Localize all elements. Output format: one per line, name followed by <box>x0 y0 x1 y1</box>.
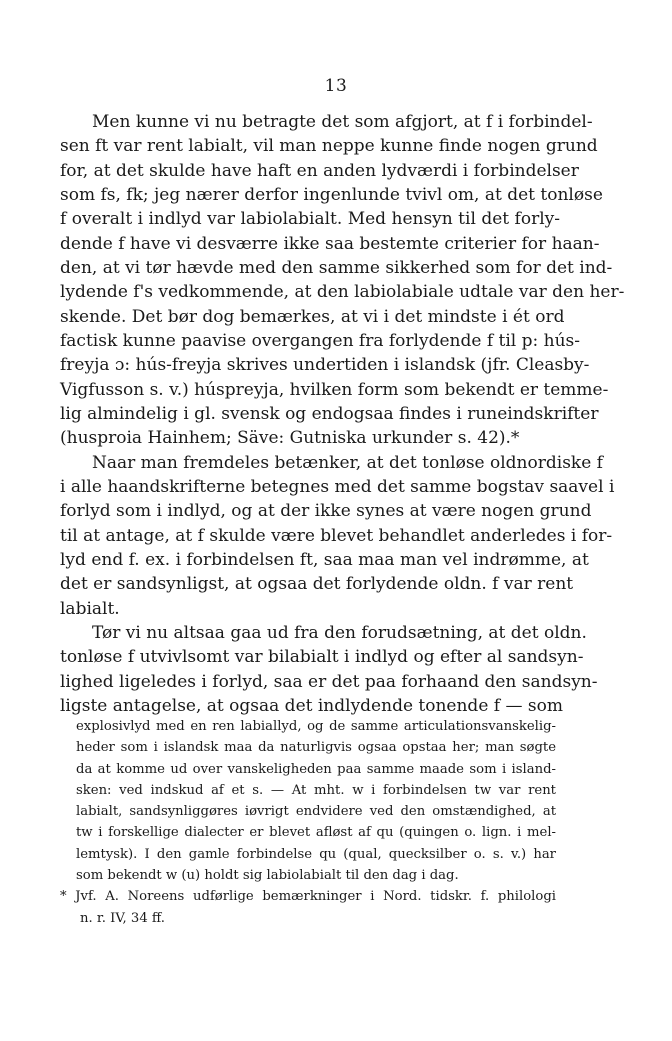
footnote-star-line <box>60 886 556 907</box>
footnote-line: som bekendt w (u) holdt sig labiolabialt til den dag i dag. <box>76 868 459 884</box>
paragraph-2-line: i alle haandskrifterne betegnes med det samme bogstav saavel i <box>60 476 615 497</box>
footnote-line: n. r. IV, 34 ff. <box>80 910 165 926</box>
paragraph-1-line: den, at vi tør hævde med den samme sikkerhed som for det ind- <box>60 257 613 278</box>
paragraph-1-line: som fs, fk; jeg nærer derfor ingenlunde tvivl om, at det tonløse <box>60 184 603 205</box>
footnote-line: da at komme ud over vanskeligheden paa samme maade som i island- <box>76 761 556 777</box>
footnote-line: heder som i islandsk maa da naturligvis ogsaa opstaa her; man søgte <box>76 740 556 756</box>
paragraph-2-line: det er sandsynligst, at ogsaa det forlydende oldn. f var rent <box>60 574 574 595</box>
paragraph-3-line: Tør vi nu altsaa gaa ud fra den forudsætning, at det oldn. <box>92 622 587 643</box>
paragraph-3-line: tonløse f utvivlsomt var bilabialt i indlyd og efter al sandsyn- <box>60 647 584 668</box>
footnote-line: sken: ved indskud af et s. — At mht. w i forbindelsen tw var rent <box>76 782 556 798</box>
paragraph-1-line: sen ft var rent labialt, vil man neppe kunne finde nogen grund <box>60 136 598 157</box>
paragraph-1-line: factisk kunne paavise overgangen fra forlydende f til p: hús- <box>60 330 581 351</box>
paragraph-1-line: for, at det skulde have haft en anden lydværdi i forbindelser <box>60 160 579 181</box>
paragraph-1-line: skende. Det bør dog bemærkes, at vi i det mindste i ét ord <box>60 306 565 327</box>
footnote-marker: * <box>60 889 67 905</box>
paragraph-1-line: freyja ɔ: hús-freyja skrives undertiden i islandsk (jfr. Cleasby- <box>60 355 590 376</box>
footnote-text: Jvf. A. Noreens udførlige bemærkninger i Nord. tidskr. f. philologi <box>75 889 556 905</box>
page-number: 13 <box>324 76 348 96</box>
paragraph-2-line: Naar man fremdeles betænker, at det tonløse oldnordiske f <box>92 452 603 473</box>
paragraph-3-line: lighed ligeledes i forlyd, saa er det paa forhaand den sandsyn- <box>60 671 598 692</box>
paragraph-1-line: dende f have vi desværre ikke saa bestemte criterier for haan- <box>60 233 600 254</box>
footnote-line: tw i forskellige dialecter er blevet afløst af qu (quingen o. lign. i mel- <box>76 825 556 841</box>
footnote-line: labialt, sandsynliggøres iøvrigt endvidere ved den omstændighed, at <box>76 804 556 820</box>
paragraph-1-line: (husproia Hainhem; Säve: Gutniska urkunder s. 42).* <box>60 428 520 449</box>
paragraph-2-line: forlyd som i indlyd, og at der ikke synes at være nogen grund <box>60 501 592 522</box>
paragraph-1-line: lydende f's vedkommende, at den labiolabiale udtale var den her- <box>60 282 625 303</box>
paragraph-2-line: labialt. <box>60 598 120 619</box>
paragraph-2-line: lyd end f. ex. i forbindelsen ft, saa maa man vel indrømme, at <box>60 549 589 570</box>
paragraph-2-line: til at antage, at f skulde være blevet behandlet anderledes i for- <box>60 525 613 546</box>
footnotes <box>60 716 556 929</box>
body-text <box>60 110 625 718</box>
footnote-line: lemtysk). I den gamle forbindelse qu (qual, quecksilber o. s. v.) har <box>76 846 556 862</box>
paragraph-1-line: f overalt i indlyd var labiolabialt. Med hensyn til det forly- <box>60 209 560 230</box>
paragraph-1-line: lig almindelig i gl. svensk og endogsaa findes i runeindskrifter <box>60 403 599 424</box>
paragraph-3-line: ligste antagelse, at ogsaa det indlydende tonende f — som <box>60 695 563 716</box>
footnote-line: explosivlyd med en ren labiallyd, og de samme articulationsvanskelig- <box>76 719 556 734</box>
paragraph-1-line: Men kunne vi nu betragte det som afgjort, at f i forbindel- <box>92 112 593 132</box>
paragraph-1-line: Vigfusson s. v.) húspreyja, hvilken form som bekendt er temme- <box>60 379 609 400</box>
